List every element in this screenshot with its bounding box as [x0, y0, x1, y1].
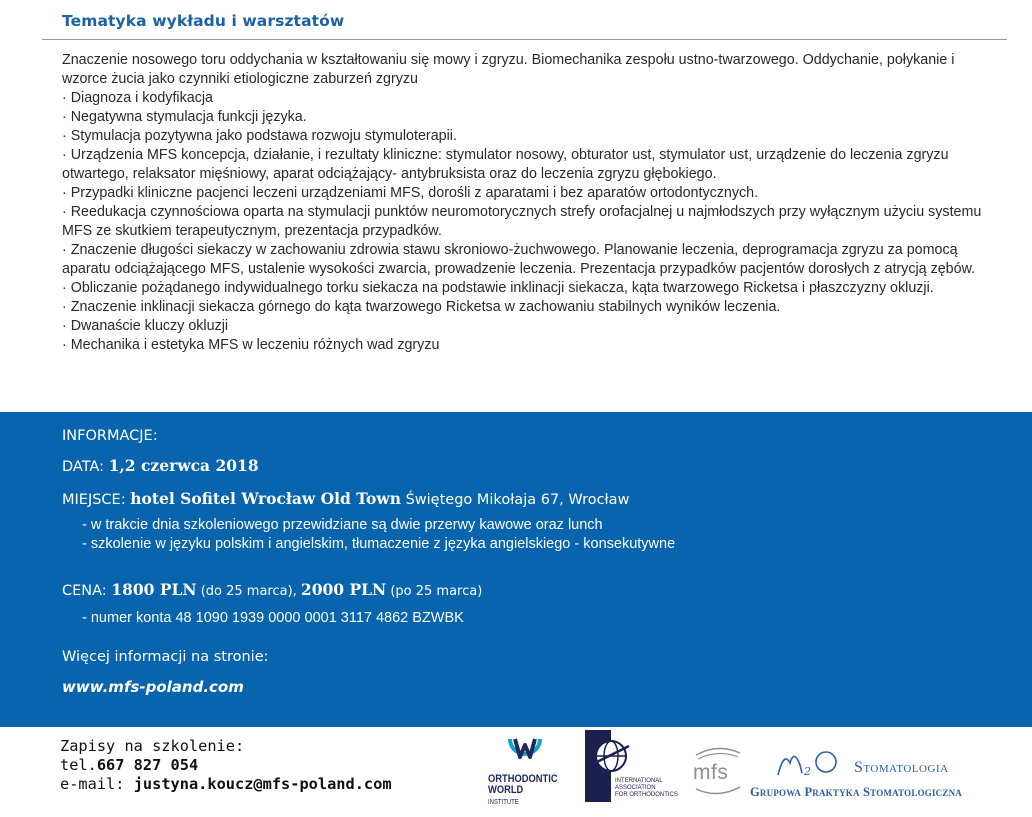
m2o-script-icon — [774, 745, 846, 779]
topic-item: · Urządzenia MFS koncepcja, działanie, i rezultaty kliniczne: stymulator nosowy, obturator ust, stymulator ust, urządzenie do leczenia zgryzu otwartego, relaksator mięśniowy, aparat odciążający- antybruksista oraz do leczenia zgryzu głębokiego. — [62, 147, 949, 182]
email-label: e-mail: — [60, 775, 134, 793]
owi-emblem-icon — [484, 733, 566, 769]
iao-line2: ASSOCIATION — [615, 785, 656, 791]
website-link[interactable]: www.mfs-poland.com — [62, 678, 244, 696]
info-band — [0, 412, 1032, 727]
price-late: 2000 PLN — [300, 580, 387, 599]
section-title: Tematyka wykładu i warsztatów — [62, 12, 345, 30]
topic-item: · Negatywna stymulacja funkcji języka. — [62, 109, 307, 125]
iao-logo — [585, 730, 685, 802]
email-line — [60, 775, 392, 794]
info-note: - w trakcie dnia szkoleniowego przewidziane są dwie przerwy kawowe oraz lunch — [82, 517, 603, 533]
iao-line1: INTERNATIONAL — [615, 778, 663, 784]
place-line — [62, 489, 629, 508]
m2o-brand: Stomatologia — [854, 759, 949, 776]
more-info-label: Więcej informacji na stronie: — [62, 649, 269, 665]
title-divider — [42, 39, 1007, 40]
topic-item: · Obliczanie pożądanego indywidualnego torku siekacza na podstawie inklinacji siekacza, kąta twarzowego Ricketsa i płaszczyzny okluzji. — [62, 280, 934, 296]
place-address: Świętego Mikołaja 67, Wrocław — [400, 492, 630, 508]
phone-number[interactable]: 667 827 054 — [96, 756, 199, 774]
date-label: DATA: — [62, 459, 109, 475]
phone-label: tel. — [60, 756, 97, 774]
date-line — [62, 456, 259, 475]
topic-item: · Mechanika i estetyka MFS w leczeniu różnych wad zgryzu — [62, 337, 440, 353]
contact-heading: Zapisy na szkolenie: — [60, 737, 245, 755]
email-address[interactable]: justyna.koucz@mfs-poland.com — [133, 775, 392, 793]
price-early: 1800 PLN — [111, 580, 197, 599]
phone-line — [60, 756, 392, 775]
mfs-text: mfs — [693, 761, 729, 784]
owi-line3: INSTITUTE — [488, 799, 519, 806]
date-value: 1,2 czerwca 2018 — [108, 456, 259, 475]
price-early-note: (do 25 marca), — [196, 584, 301, 599]
m2o-stomatologia-logo — [750, 745, 990, 803]
orthodontic-world-institute-logo — [484, 733, 566, 806]
info-heading: INFORMACJE: — [62, 428, 158, 444]
price-late-note: (po 25 marca) — [386, 584, 483, 599]
info-note: - szkolenie w języku polskim i angielskim, tłumaczenie z języka angielskiego - konsekutywne — [82, 536, 676, 552]
svg-text:2: 2 — [804, 765, 811, 778]
m2o-tagline: Grupowa Praktyka Stomatologiczna — [750, 785, 962, 799]
place-label: MIEJSCE: — [62, 492, 131, 508]
topics-intro: Znaczenie nosowego toru oddychania w kształtowaniu się mowy i zgryzu. Biomechanika zespołu ustno-twarzowego. Oddychanie, połykanie i wzorce żucia jako czynniki etiologiczne zaburzeń zgryzu — [62, 52, 955, 87]
owi-line2: WORLD — [488, 784, 524, 796]
topics-body — [62, 51, 997, 355]
topic-item: · Dwanaście kluczy okluzji — [62, 318, 229, 334]
topic-item: · Stymulacja pozytywna jako podstawa rozwoju stymuloterapii. — [62, 128, 457, 144]
bank-account: - numer konta 48 1090 1939 0000 0001 3117 4862 BZWBK — [82, 610, 464, 626]
owi-line1: ORTHODONTIC — [488, 773, 558, 785]
topic-item: · Reedukacja czynnościowa oparta na stymulacji punktów neuromotorycznych strefy orofacjalnej u najmłodszych przy wyłącznym użyciu systemu MFS ze skutkiem terapeutycznym, prezentacja przypadków. — [62, 204, 982, 239]
topic-item: · Znaczenie inklinacji siekacza górnego do kąta twarzowego Ricketsa w zachowaniu stabilnych wyników leczenia. — [62, 299, 781, 315]
topic-item: · Znaczenie długości siekaczy w zachowaniu zdrowia stawu skroniowo-żuchwowego. Planowanie leczenia, deprogramacja zgryzu za pomocą aparatu odciążającego MFS, ustalenie wysokości zwarcia, prowadzenie leczenia. Prezentacja przypadków pacjentów dorosłych z atrycją zębów. — [62, 242, 976, 277]
price-label: CENA: — [62, 583, 112, 599]
iao-line3: FOR ORTHODONTICS — [615, 792, 678, 798]
contact-block — [60, 737, 392, 794]
globe-icon — [589, 736, 633, 776]
mfs-logo — [690, 741, 746, 799]
topic-item: · Przypadki kliniczne pacjenci leczeni urządzeniami MFS, dorośli z aparatami i bez aparatów ortodontycznych. — [62, 185, 759, 201]
footer — [0, 727, 1032, 817]
place-value: hotel Sofitel Wrocław Old Town — [130, 489, 401, 508]
price-line — [62, 580, 482, 599]
topic-item: · Diagnoza i kodyfikacja — [62, 90, 213, 106]
